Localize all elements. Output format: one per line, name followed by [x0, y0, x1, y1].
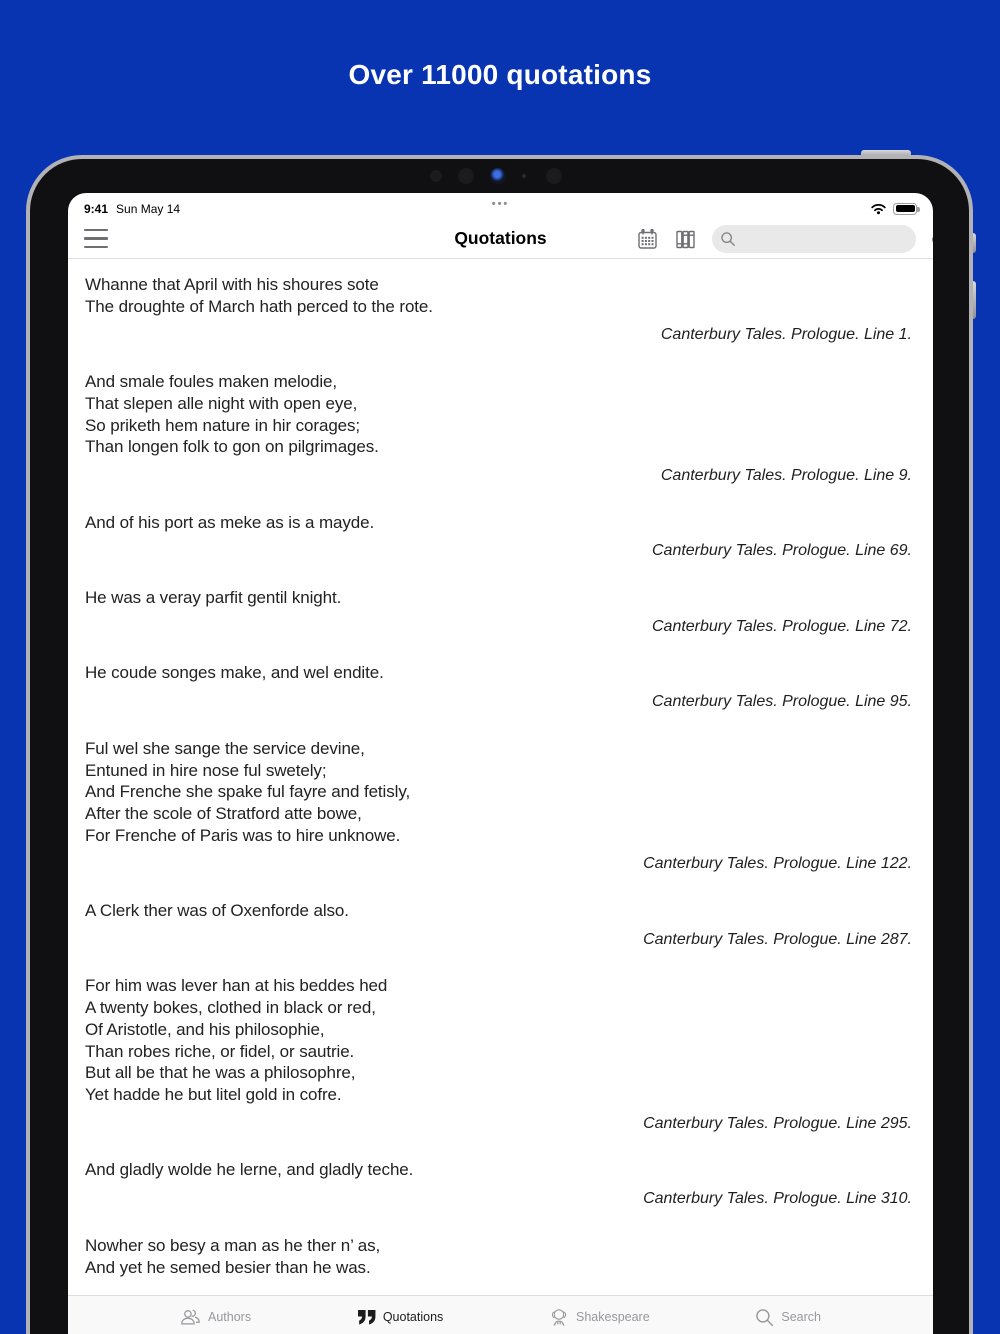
quote-text-line: So priketh hem nature in hir corages; — [85, 415, 361, 435]
quote-item[interactable] — [85, 587, 912, 637]
nav-bar — [68, 220, 933, 259]
quote-citation: Canterbury Tales. Prologue. Line 95. — [651, 693, 912, 711]
search-field[interactable] — [712, 225, 916, 253]
status-date: Sun May 14 — [116, 201, 181, 216]
quote-text-line: Than robes riche, or fidel, or sautrie. — [85, 1041, 355, 1061]
quotations-icon — [357, 1309, 376, 1325]
quote-text-line: A twenty bokes, clothed in black or red, — [85, 998, 376, 1018]
sensor-dot-icon — [546, 168, 562, 184]
quote-text-line: And Frenche she spake ful fayre and fetisly, — [85, 782, 411, 802]
quote-text-line: Of Aristotle, and his philosophie, — [85, 1019, 325, 1039]
quote-text-line: After the scole of Stratford atte bowe, — [85, 803, 362, 823]
app-screen — [68, 193, 933, 1334]
quote-item[interactable] — [85, 512, 912, 562]
sensor-dot-icon — [522, 174, 526, 178]
tab-bar — [68, 1295, 933, 1334]
quote-citation: Canterbury Tales. Prologue. Line 122. — [643, 855, 912, 873]
quote-text-line: But all be that he was a philosophre, — [85, 1063, 356, 1083]
quote-item[interactable] — [85, 1235, 912, 1278]
dictation-mic-icon[interactable] — [929, 228, 933, 251]
library-button[interactable] — [674, 228, 697, 251]
quote-text-line: Yet hadde he but litel gold in cofre. — [85, 1084, 342, 1104]
tab-quotations[interactable] — [357, 1307, 443, 1327]
quote-text-line: He was a veray parfit gentil knight. — [85, 588, 342, 608]
sensor-dot-icon — [430, 170, 442, 182]
search-input[interactable] — [742, 231, 923, 247]
quote-text-line: For him was lever han at his beddes hed — [85, 976, 388, 996]
tab-label: Search — [781, 1310, 821, 1324]
quote-text-line: Entuned in hire nose ful swetely; — [85, 760, 327, 780]
front-camera-cluster — [430, 167, 580, 184]
quote-item[interactable] — [85, 975, 912, 1134]
quote-text-line: Whanne that April with his shoures sote — [85, 275, 379, 294]
tab-label: Authors — [208, 1310, 252, 1324]
quote-citation: Canterbury Tales. Prologue. Line 1. — [660, 326, 912, 344]
quote-citation: Canterbury Tales. Prologue. Line 69. — [651, 542, 912, 560]
quote-citation: Canterbury Tales. Prologue. Line 310. — [643, 1190, 912, 1208]
tab-search[interactable] — [755, 1307, 821, 1327]
quote-text-line: For Frenche of Paris was to hire unknowe. — [85, 825, 401, 845]
shakespeare-icon — [549, 1307, 569, 1328]
quote-item[interactable] — [85, 274, 912, 346]
battery-icon — [893, 203, 917, 215]
ipad-device-frame — [26, 155, 973, 1334]
status-time: 9:41 — [84, 201, 109, 216]
quote-item[interactable] — [85, 738, 912, 875]
quote-text-line: That slepen alle night with open eye, — [85, 393, 358, 413]
quote-text-line: And gladly wolde he lerne, and gladly teche. — [85, 1160, 414, 1180]
sensor-dot-icon — [458, 168, 474, 184]
library-books-icon — [674, 228, 697, 251]
tab-label: Shakespeare — [576, 1310, 650, 1324]
quote-text-line: And of his port as meke as is a mayde. — [85, 512, 375, 532]
quote-citation: Canterbury Tales. Prologue. Line 287. — [643, 930, 912, 948]
quote-item[interactable] — [85, 662, 912, 712]
quotes-list — [68, 259, 933, 1334]
wifi-icon — [870, 202, 887, 215]
quote-citation: Canterbury Tales. Prologue. Line 295. — [643, 1114, 912, 1132]
quote-text-line: Ful wel she sange the service devine, — [85, 738, 365, 758]
tab-shakespeare[interactable] — [549, 1307, 650, 1327]
tab-label: Quotations — [382, 1310, 444, 1324]
quote-text-line: A Clerk ther was of Oxenforde also. — [85, 901, 349, 921]
quote-text-line: And yet he semed besier than he was. — [85, 1257, 371, 1277]
camera-lens-icon — [490, 168, 506, 184]
status-bar — [68, 193, 933, 220]
quote-text-line: Than longen folk to gon on pilgrimages. — [85, 437, 379, 457]
quote-item[interactable] — [85, 1159, 912, 1209]
calendar-button[interactable] — [636, 228, 659, 251]
calendar-icon — [636, 228, 659, 251]
quote-text-line: Nowher so besy a man as he ther n’ as, — [85, 1235, 381, 1255]
quote-item[interactable] — [85, 371, 912, 487]
search-icon — [720, 231, 736, 247]
quote-item[interactable] — [85, 900, 912, 950]
quote-text-line: The droughte of March hath perced to the rote. — [85, 296, 433, 316]
page-title: Quotations — [454, 228, 547, 248]
authors-icon — [180, 1308, 201, 1326]
multitask-dots[interactable]: ••• — [491, 198, 510, 210]
search-tab-icon — [755, 1308, 774, 1327]
quote-text-line: And smale foules maken melodie, — [85, 372, 338, 392]
quote-citation: Canterbury Tales. Prologue. Line 9. — [660, 466, 912, 484]
quote-text-line: He coude songes make, and wel endite. — [85, 663, 384, 683]
hero-headline: Over 11000 quotations — [348, 59, 652, 90]
quote-citation: Canterbury Tales. Prologue. Line 72. — [651, 617, 912, 635]
tab-authors[interactable] — [180, 1307, 251, 1327]
